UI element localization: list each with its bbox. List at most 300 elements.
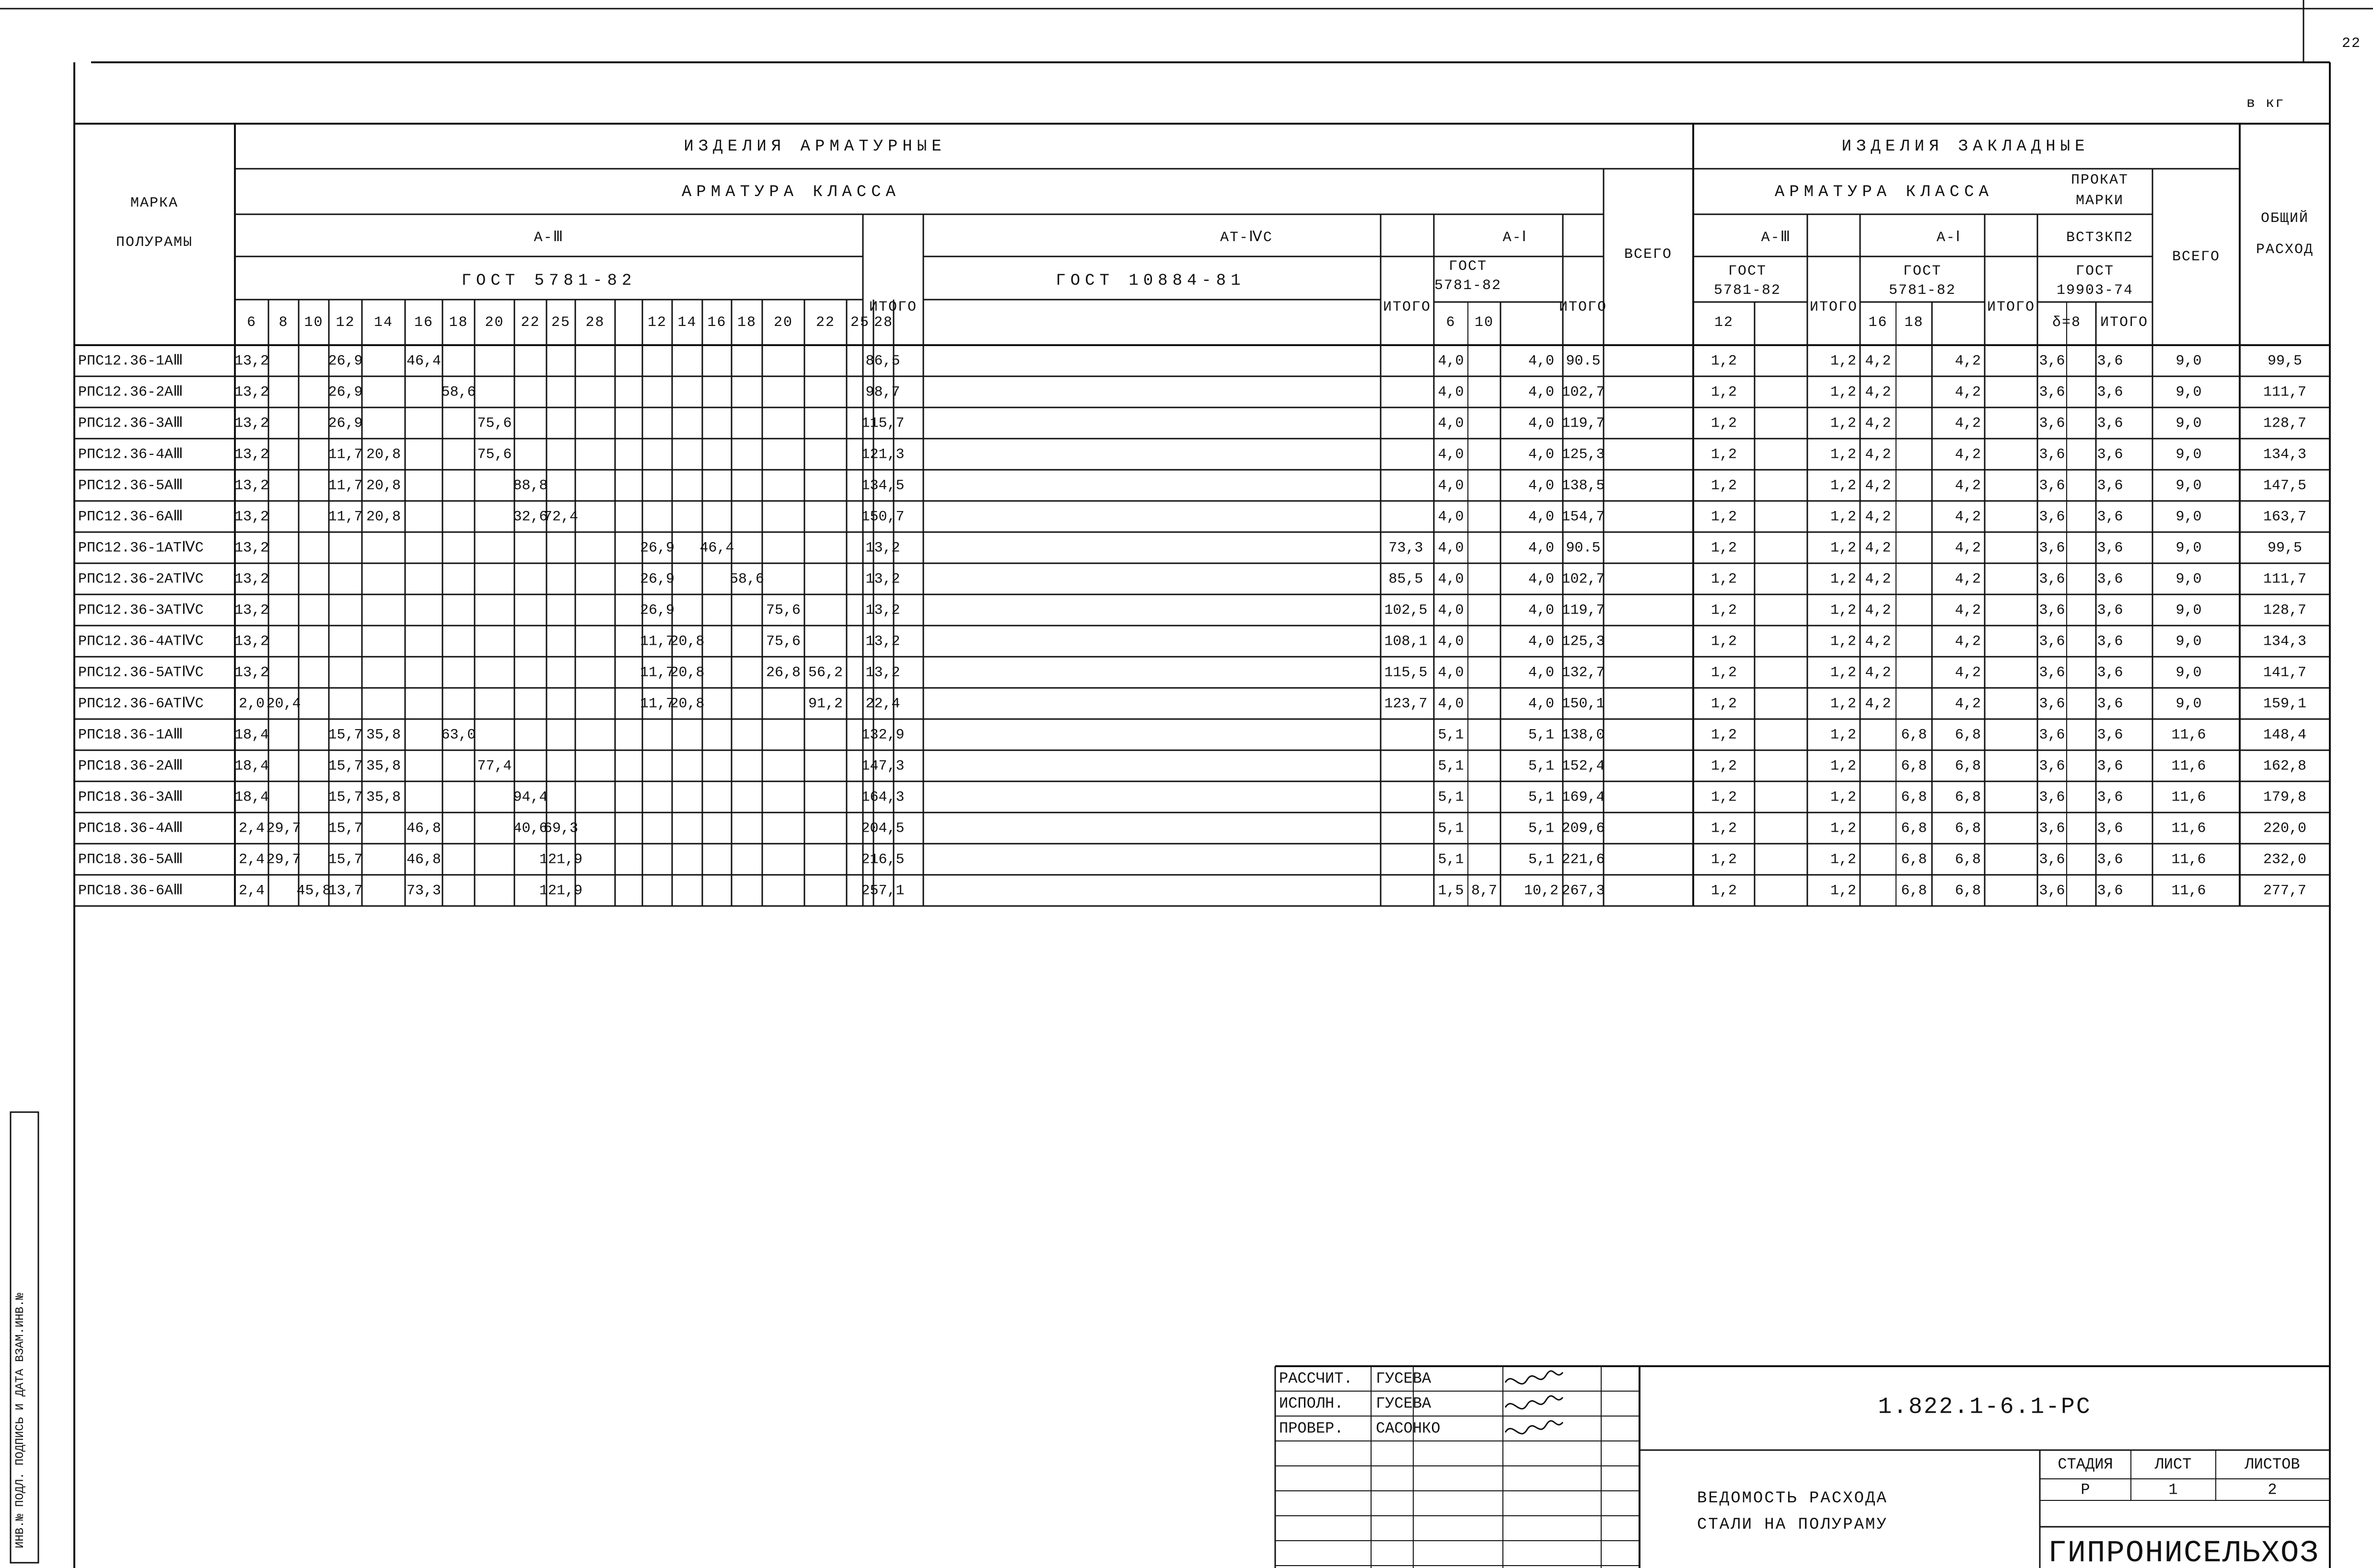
cell-value: 9,0 — [2175, 571, 2202, 588]
row-mark: РПС12.36-2АТⅣС — [78, 571, 204, 588]
row-mark: РПС12.36-6АⅢ — [78, 509, 183, 525]
signature-scribble — [1505, 1421, 1563, 1434]
cell-value: 11,6 — [2171, 727, 2206, 743]
cell-value: 102,5 — [1384, 602, 1428, 619]
cell-value: 35,8 — [366, 789, 401, 806]
diameter-at-28: 28 — [873, 314, 894, 331]
diameter-at-18: 18 — [737, 314, 757, 331]
cell-value: 9,0 — [2175, 477, 2202, 494]
cell-value: 1,2 — [1710, 883, 1737, 899]
cell-value: 115,5 — [1384, 664, 1428, 681]
cell-value: 1,2 — [1710, 727, 1737, 743]
cell-value: 163,7 — [2263, 509, 2307, 525]
cell-value: 5,1 — [1438, 789, 1464, 806]
cell-value: 4,0 — [1528, 664, 1555, 681]
cell-value: 90.5 — [1566, 540, 1601, 557]
diameter-a3-8: 8 — [279, 314, 289, 331]
cell-value: 277,7 — [2263, 883, 2307, 899]
cell-value: 150,7 — [861, 509, 905, 525]
cell-value: 3,6 — [2039, 415, 2065, 432]
cell-value: 232,0 — [2263, 851, 2307, 868]
cell-value: 75,6 — [477, 446, 512, 463]
cell-value: 11,6 — [2171, 851, 2206, 868]
cell-value: 9,0 — [2175, 696, 2202, 712]
cell-value: 3,6 — [2097, 540, 2123, 557]
cell-value: 99,5 — [2267, 540, 2303, 557]
cell-value: 6,8 — [1954, 851, 1981, 868]
cell-value: 5,1 — [1438, 758, 1464, 775]
cell-value: 138,0 — [1561, 727, 1605, 743]
cell-value: 4,2 — [1865, 571, 1891, 588]
cell-value: 11,7 — [640, 633, 675, 650]
cell-value: 1,2 — [1830, 415, 1857, 432]
total-consumption-header-1: ОБЩИЙ — [2260, 210, 2309, 227]
cell-value: 1,2 — [1710, 415, 1737, 432]
cell-value: 3,6 — [2097, 571, 2123, 588]
cell-value: 75,6 — [766, 633, 801, 650]
cell-value: 26,9 — [640, 602, 675, 619]
cell-value: 164,3 — [861, 789, 905, 806]
cell-value: 119,7 — [1561, 602, 1605, 619]
cell-value: 1,2 — [1710, 540, 1737, 557]
cell-value: 13,2 — [865, 571, 900, 588]
sheets-label: ЛИСТОВ — [2245, 1455, 2300, 1474]
cell-value: 4,2 — [1954, 446, 1981, 463]
cell-value: 69,3 — [543, 820, 579, 837]
cell-value: 216,5 — [861, 851, 905, 868]
row-mark: РПС18.36-6АⅢ — [78, 883, 183, 899]
cell-value: 18,4 — [234, 727, 269, 743]
diameter-a1-6: 6 — [1446, 314, 1456, 331]
cell-value: 3,6 — [2097, 384, 2123, 401]
signature-role: РАССЧИТ. — [1279, 1370, 1353, 1388]
cell-value: 6,8 — [1901, 758, 1927, 775]
cell-value: 3,6 — [2039, 789, 2065, 806]
cell-value: 4,0 — [1438, 540, 1464, 557]
cell-value: 125,3 — [1561, 446, 1605, 463]
vsego-emb-header: ВСЕГО — [2172, 248, 2221, 265]
cell-value: 5,1 — [1528, 851, 1555, 868]
sheet-title-line1: ВЕДОМОСТЬ РАСХОДА — [1697, 1489, 1888, 1508]
gost-a1-header-1: ГОСТ — [1448, 258, 1488, 275]
cell-value: 18,4 — [234, 758, 269, 775]
cell-value: 75,6 — [477, 415, 512, 432]
cell-value: 220,0 — [2263, 820, 2307, 837]
row-mark: РПС12.36-1АТⅣС — [78, 540, 204, 557]
cell-value: 3,6 — [2097, 696, 2123, 712]
cell-value: 121,3 — [861, 446, 905, 463]
embedded-articles-header: ИЗДЕЛИЯ ЗАКЛАДНЫЕ — [1841, 137, 2090, 156]
row-mark: РПС12.36-3АⅢ — [78, 415, 183, 432]
row-mark: РПС18.36-2АⅢ — [78, 758, 183, 775]
cell-value: 6,8 — [1901, 851, 1927, 868]
cell-value: 134,5 — [861, 477, 905, 494]
itogo-a1-header: ИТОГО — [1559, 299, 1607, 315]
cell-value: 111,7 — [2263, 571, 2307, 588]
cell-value: 4,0 — [1528, 696, 1555, 712]
cell-value: 132,9 — [861, 727, 905, 743]
cell-value: 4,0 — [1528, 415, 1555, 432]
cell-value: 20,8 — [670, 633, 705, 650]
cell-value: 5,1 — [1438, 727, 1464, 743]
gost-emb-a3-header-1: ГОСТ — [1728, 263, 1767, 279]
cell-value: 134,3 — [2263, 446, 2307, 463]
cell-value: 13,2 — [234, 664, 269, 681]
cell-value: 11,6 — [2171, 820, 2206, 837]
cell-value: 3,6 — [2097, 477, 2123, 494]
cell-value: 56,2 — [808, 664, 843, 681]
cell-value: 119,7 — [1561, 415, 1605, 432]
cell-value: 1,2 — [1830, 820, 1857, 837]
cell-value: 13,2 — [234, 602, 269, 619]
cell-value: 6,8 — [1954, 883, 1981, 899]
cell-value: 1,2 — [1710, 477, 1737, 494]
cell-value: 1,2 — [1830, 353, 1857, 370]
signature-scribble — [1505, 1396, 1563, 1409]
cell-value: 4,2 — [1954, 384, 1981, 401]
cell-value: 179,8 — [2263, 789, 2307, 806]
cell-value: 3,6 — [2039, 509, 2065, 525]
diameter-emb-a1-16: 16 — [1868, 314, 1888, 331]
cell-value: 9,0 — [2175, 509, 2202, 525]
cell-value: 6,8 — [1901, 789, 1927, 806]
signature-name: ГУСЕВА — [1376, 1394, 1431, 1413]
cell-value: 9,0 — [2175, 446, 2202, 463]
cell-value: 1,2 — [1830, 727, 1857, 743]
diameter-a3-16: 16 — [414, 314, 434, 331]
cell-value: 3,6 — [2039, 727, 2065, 743]
cell-value: 94,4 — [513, 789, 548, 806]
cell-value: 13,2 — [234, 633, 269, 650]
cell-value: 6,8 — [1954, 727, 1981, 743]
cell-value: 3,6 — [2097, 789, 2123, 806]
cell-value: 6,8 — [1901, 883, 1927, 899]
cell-value: 4,0 — [1528, 446, 1555, 463]
cell-value: 91,2 — [808, 696, 843, 712]
sheet-label: ЛИСТ — [2154, 1455, 2192, 1474]
cell-value: 11,7 — [640, 696, 675, 712]
cell-value: 221,6 — [1561, 851, 1605, 868]
cell-value: 11,7 — [640, 664, 675, 681]
cell-value: 4,0 — [1528, 633, 1555, 650]
cell-value: 1,2 — [1710, 758, 1737, 775]
cell-value: 3,6 — [2039, 883, 2065, 899]
diameter-a1-10: 10 — [1474, 314, 1494, 331]
cell-value: 11,6 — [2171, 883, 2206, 899]
cell-value: 4,2 — [1865, 696, 1891, 712]
cell-value: 11,6 — [2171, 758, 2206, 775]
cell-value: 3,6 — [2097, 602, 2123, 619]
cell-value: 159,1 — [2263, 696, 2307, 712]
signature-role: ИСПОЛН. — [1279, 1394, 1344, 1413]
cell-value: 13,2 — [234, 353, 269, 370]
cell-value: 20,8 — [366, 509, 401, 525]
cell-value: 3,6 — [2097, 727, 2123, 743]
cell-value: 3,6 — [2039, 851, 2065, 868]
cell-value: 4,0 — [1438, 602, 1464, 619]
row-mark: РПС18.36-5АⅢ — [78, 851, 183, 868]
cell-value: 18,4 — [234, 789, 269, 806]
cell-value: 20,8 — [670, 696, 705, 712]
embedded-class-header: АРМАТУРА КЛАССА — [1774, 183, 1994, 201]
cell-value: 4,2 — [1954, 633, 1981, 650]
gost-a1-header-2: 5781-82 — [1434, 277, 1502, 294]
cell-value: 15,7 — [328, 789, 363, 806]
cell-value: 88,8 — [513, 477, 548, 494]
cell-value: 3,6 — [2097, 758, 2123, 775]
cell-value: 4,2 — [1954, 509, 1981, 525]
cell-value: 85,5 — [1388, 571, 1423, 588]
cell-value: 3,6 — [2039, 820, 2065, 837]
cell-value: 13,2 — [234, 415, 269, 432]
cell-value: 22,4 — [865, 696, 900, 712]
cell-value: 73,3 — [406, 883, 442, 899]
diameter-a3-12: 12 — [336, 314, 355, 331]
cell-value: 3,6 — [2039, 602, 2065, 619]
cell-value: 121,9 — [539, 851, 583, 868]
sheets-value: 2 — [2268, 1481, 2277, 1499]
cell-value: 4,0 — [1438, 477, 1464, 494]
cell-value: 1,2 — [1830, 633, 1857, 650]
cell-value: 13,2 — [865, 540, 900, 557]
cell-value: 4,0 — [1528, 353, 1555, 370]
row-mark: РПС12.36-1АⅢ — [78, 353, 183, 370]
cell-value: 20,8 — [366, 446, 401, 463]
cell-value: 3,6 — [2039, 540, 2065, 557]
cell-value: 3,6 — [2039, 758, 2065, 775]
cell-value: 13,2 — [234, 384, 269, 401]
cell-value: 20,8 — [366, 477, 401, 494]
cell-value: 1,2 — [1710, 664, 1737, 681]
row-mark: РПС18.36-3АⅢ — [78, 789, 183, 806]
cell-value: 26,9 — [328, 384, 363, 401]
cell-value: 1,2 — [1710, 851, 1737, 868]
cell-value: 1,2 — [1830, 789, 1857, 806]
cell-value: 3,6 — [2039, 664, 2065, 681]
cell-value: 35,8 — [366, 758, 401, 775]
cell-value: 1,5 — [1438, 883, 1464, 899]
signature-name: САСОНКО — [1376, 1419, 1441, 1438]
class-at4c-header: АТ-ⅣС — [1220, 229, 1273, 246]
cell-value: 121,9 — [539, 883, 583, 899]
cell-value: 9,0 — [2175, 384, 2202, 401]
cell-value: 90.5 — [1566, 353, 1601, 370]
cell-value: 58,6 — [729, 571, 765, 588]
signature-role: ПРОВЕР. — [1279, 1419, 1344, 1438]
cell-value: 1,2 — [1830, 696, 1857, 712]
cell-value: 1,2 — [1710, 353, 1737, 370]
cell-value: 1,2 — [1710, 571, 1737, 588]
cell-value: 6,8 — [1954, 820, 1981, 837]
cell-value: 13,2 — [234, 477, 269, 494]
cell-value: 147,3 — [861, 758, 905, 775]
cell-value: 3,6 — [2097, 664, 2123, 681]
diameter-emb-a1-18: 18 — [1904, 314, 1924, 331]
itogo-a3-header: ИТОГО — [869, 299, 918, 315]
cell-value: 9,0 — [2175, 353, 2202, 370]
cell-value: 148,4 — [2263, 727, 2307, 743]
sheet-title-line2: СТАЛИ НА ПОЛУРАМУ — [1697, 1515, 1888, 1534]
cell-value: 4,2 — [1865, 602, 1891, 619]
cell-value: 58,6 — [441, 384, 476, 401]
cell-value: 4,2 — [1865, 384, 1891, 401]
cell-value: 267,3 — [1561, 883, 1605, 899]
diameter-at-12: 12 — [647, 314, 667, 331]
diameter-a3-18: 18 — [449, 314, 468, 331]
cell-value: 128,7 — [2263, 602, 2307, 619]
cell-value: 1,2 — [1710, 820, 1737, 837]
cell-value: 26,9 — [328, 415, 363, 432]
cell-value: 4,2 — [1954, 540, 1981, 557]
gost-emb-a1-header-1: ГОСТ — [1903, 263, 1942, 279]
diameter-a3-14: 14 — [373, 314, 394, 331]
cell-value: 102,7 — [1561, 571, 1605, 588]
cell-value: 3,6 — [2097, 415, 2123, 432]
cell-value: 5,1 — [1528, 727, 1555, 743]
cell-value: 3,6 — [2039, 353, 2065, 370]
cell-value: 13,2 — [234, 571, 269, 588]
cell-value: 4,2 — [1865, 664, 1891, 681]
cell-value: 108,1 — [1384, 633, 1428, 650]
diameter-at-25: 25 — [850, 314, 870, 331]
cell-value: 4,2 — [1954, 664, 1981, 681]
organization-name: ГИПРОНИСЕЛЬХОЗ — [2048, 1536, 2319, 1568]
cell-value: 138,5 — [1561, 477, 1605, 494]
diameter-a3-25: 25 — [551, 314, 571, 331]
cell-value: 1,2 — [1830, 883, 1857, 899]
class-a3-header: А-Ⅲ — [534, 229, 564, 246]
cell-value: 13,7 — [328, 883, 363, 899]
cell-value: 4,0 — [1528, 509, 1555, 525]
cell-value: 2,4 — [238, 851, 265, 868]
cell-value: 46,8 — [406, 851, 442, 868]
cell-value: 15,7 — [328, 820, 363, 837]
diameter-a3-20: 20 — [485, 314, 504, 331]
cell-value: 98,7 — [865, 384, 900, 401]
cell-value: 3,6 — [2097, 633, 2123, 650]
row-mark: РПС18.36-1АⅢ — [78, 727, 183, 743]
cell-value: 3,6 — [2097, 509, 2123, 525]
cell-value: 125,3 — [1561, 633, 1605, 650]
cell-value: 20,8 — [670, 664, 705, 681]
cell-value: 73,3 — [1388, 540, 1423, 557]
cell-value: 134,3 — [2263, 633, 2307, 650]
cell-value: 13,2 — [865, 633, 900, 650]
cell-value: 4,0 — [1438, 509, 1464, 525]
cell-value: 3,6 — [2039, 384, 2065, 401]
cell-value: 20,4 — [266, 696, 301, 712]
cell-value: 4,0 — [1528, 602, 1555, 619]
cell-value: 1,2 — [1710, 789, 1737, 806]
gost-a3-header: ГОСТ 5781-82 — [461, 271, 637, 290]
cell-value: 45,8 — [296, 883, 331, 899]
row-mark: РПС12.36-3АТⅣС — [78, 602, 204, 619]
class-a1-header: А-Ⅰ — [1502, 229, 1527, 246]
cell-value: 141,7 — [2263, 664, 2307, 681]
cell-value: 3,6 — [2097, 851, 2123, 868]
cell-value: 26,8 — [766, 664, 801, 681]
cell-value: 9,0 — [2175, 602, 2202, 619]
cell-value: 123,7 — [1384, 696, 1428, 712]
cell-value: 4,2 — [1865, 540, 1891, 557]
cell-value: 15,7 — [328, 758, 363, 775]
itogo-at-header: ИТОГО — [1383, 299, 1431, 315]
cell-value: 115,7 — [861, 415, 905, 432]
cell-value: 4,2 — [1865, 477, 1891, 494]
cell-value: 1,2 — [1830, 540, 1857, 557]
cell-value: 35,8 — [366, 727, 401, 743]
cell-value: 5,1 — [1438, 851, 1464, 868]
cell-value: 13,2 — [865, 602, 900, 619]
cell-value: 4,0 — [1438, 353, 1464, 370]
mark-header-line2: ПОЛУРАМЫ — [116, 234, 193, 251]
diameter-a3-22: 22 — [521, 314, 540, 331]
cell-value: 3,6 — [2097, 820, 2123, 837]
row-mark: РПС12.36-4АТⅣС — [78, 633, 204, 650]
cell-value: 3,6 — [2097, 353, 2123, 370]
cell-value: 4,2 — [1954, 353, 1981, 370]
cell-value: 102,7 — [1561, 384, 1605, 401]
emb-class-a3-header: А-Ⅲ — [1761, 229, 1791, 246]
row-mark: РПС12.36-2АⅢ — [78, 384, 183, 401]
diameter-at-14: 14 — [677, 314, 697, 331]
document-code: 1.822.1-6.1-РС — [1878, 1394, 2092, 1420]
cell-value: 46,8 — [406, 820, 442, 837]
cell-value: 1,2 — [1710, 602, 1737, 619]
cell-value: 5,1 — [1438, 820, 1464, 837]
cell-value: 32,6 — [513, 509, 548, 525]
cell-value: 10,2 — [1524, 883, 1559, 899]
cell-value: 1,2 — [1830, 571, 1857, 588]
cell-value: 128,7 — [2263, 415, 2307, 432]
cell-value: 4,2 — [1865, 415, 1891, 432]
cell-value: 154,7 — [1561, 509, 1605, 525]
cell-value: 63,0 — [441, 727, 476, 743]
cell-value: 4,2 — [1954, 602, 1981, 619]
cell-value: 111,7 — [2263, 384, 2307, 401]
gost-prokat-header-1: ГОСТ — [2075, 263, 2115, 279]
total-consumption-header-2: РАСХОД — [2256, 241, 2314, 258]
cell-value: 169,4 — [1561, 789, 1605, 806]
cell-value: 1,2 — [1830, 758, 1857, 775]
gost-emb-a1-header-2: 5781-82 — [1888, 282, 1956, 299]
cell-value: 5,1 — [1528, 758, 1555, 775]
cell-value: 4,0 — [1438, 664, 1464, 681]
cell-value: 3,6 — [2039, 477, 2065, 494]
cell-value: 4,2 — [1954, 696, 1981, 712]
emb-vst-header: ВСТ3КП2 — [2066, 229, 2134, 246]
row-mark: РПС18.36-4АⅢ — [78, 820, 183, 837]
row-mark: РПС12.36-5АТⅣС — [78, 664, 204, 681]
cell-value: 4,0 — [1528, 571, 1555, 588]
cell-value: 11,7 — [328, 477, 363, 494]
cell-value: 4,2 — [1954, 477, 1981, 494]
cell-value: 6,8 — [1954, 789, 1981, 806]
cell-value: 4,0 — [1438, 696, 1464, 712]
cell-value: 15,7 — [328, 727, 363, 743]
rolled-grade-header-2: МАРКИ — [2075, 192, 2124, 209]
itogo-emb-a1-header: ИТОГО — [1987, 299, 2036, 315]
cell-value: 152,4 — [1561, 758, 1605, 775]
sheet-value: 1 — [2168, 1481, 2178, 1499]
row-mark: РПС12.36-5АⅢ — [78, 477, 183, 494]
cell-value: 5,1 — [1528, 789, 1555, 806]
cell-value: 204,5 — [861, 820, 905, 837]
rolled-grade-header-1: ПРОКАТ — [2071, 172, 2129, 188]
mark-header-line1: МАРКА — [130, 195, 179, 211]
cell-value: 4,2 — [1865, 353, 1891, 370]
diameter-prokat: δ=8 — [2052, 314, 2082, 331]
